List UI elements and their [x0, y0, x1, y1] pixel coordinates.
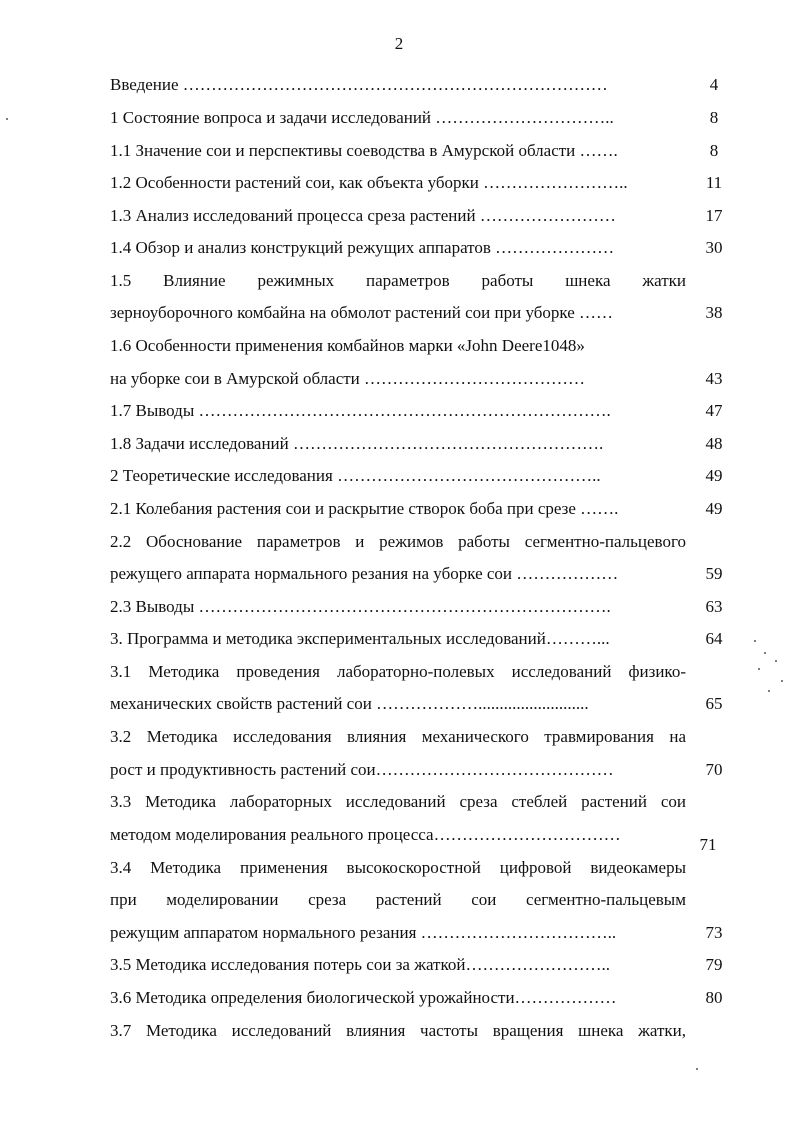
toc-page-number: 48: [705, 434, 723, 453]
toc-entry-text: 2.1 Колебания растения сои и раскрытие створок боба при срезе …….: [110, 499, 619, 518]
toc-entry-text: 1.5 Влияние режимных параметров работы шнека жатки: [110, 271, 686, 290]
toc-page-number: 11: [705, 173, 723, 192]
toc-entry-text: 3.4 Методика применения высокоскоростной цифровой видеокамеры: [110, 858, 686, 877]
toc-entry-text: 1.6 Особенности применения комбайнов марки «John Deere1048»: [110, 336, 585, 355]
toc-page-number: 79: [705, 955, 723, 974]
toc-entry-text: 3.6 Методика определения биологической урожайности………………: [110, 988, 617, 1007]
toc-entry-text: 3.2 Методика исследования влияния механического травмирования на: [110, 727, 686, 746]
toc-entry-text: 1.4 Обзор и анализ конструкций режущих аппаратов …………………: [110, 238, 615, 257]
toc-page-number: 38: [705, 303, 723, 322]
toc-page-number: 70: [705, 760, 723, 779]
toc-entry-text: 1.1 Значение сои и перспективы соеводства в Амурской области …….: [110, 141, 618, 160]
toc-entry-text: при моделировании среза растений сои сегментно-пальцевым: [110, 890, 686, 909]
toc-entry-text: режущим аппаратом нормального резания ……………………………..: [110, 923, 617, 942]
toc-entry-text: на уборке сои в Амурской области …………………………………: [110, 369, 586, 388]
toc-page-number: 65: [705, 694, 723, 713]
toc-entry-text: рост и продуктивность растений сои……………………………………: [110, 760, 614, 779]
scan-speck: [768, 690, 770, 692]
toc-entry-text: 1.7 Выводы ……………………………………………………………….: [110, 401, 611, 420]
toc-entry-text: 2.2 Обоснование параметров и режимов работы сегментно-пальцевого: [110, 532, 686, 551]
scan-speck: [696, 1068, 698, 1070]
toc-entry-text: режущего аппарата нормального резания на уборке сои ………………: [110, 564, 619, 583]
toc-entry-text: 1 Состояние вопроса и задачи исследований …………………………..: [110, 108, 614, 127]
scan-speck: [6, 118, 8, 120]
toc-page-number: 63: [705, 597, 723, 616]
toc-entry-text: 1.8 Задачи исследований ……………………………………………….: [110, 434, 604, 453]
toc-page-number: 49: [705, 499, 723, 518]
page-number: 2: [394, 34, 404, 53]
toc-entry-text: 3. Программа и методика экспериментальных исследований………...: [110, 629, 610, 648]
toc-entry-text: методом моделирования реального процесса……………………………: [110, 825, 621, 844]
toc-page-number: 43: [705, 369, 723, 388]
toc-entry-text: 1.2 Особенности растений сои, как объекта уборки ……………………..: [110, 173, 628, 192]
toc-page-number: 73: [705, 923, 723, 942]
toc-entry-text: 3.5 Методика исследования потерь сои за жаткой……………………..: [110, 955, 610, 974]
toc-page-number: 80: [705, 988, 723, 1007]
scan-speck: [775, 660, 777, 662]
toc-entry-text: 2 Теоретические исследования ………………………………………..: [110, 466, 601, 485]
scan-speck: [758, 668, 760, 670]
toc-entry-text: зерноуборочного комбайна на обмолот растений сои при уборке ……: [110, 303, 614, 322]
scan-speck: [781, 680, 783, 682]
toc-page-number: 8: [709, 141, 719, 160]
toc-page-number: 8: [709, 108, 719, 127]
toc-page-number: 17: [705, 206, 723, 225]
toc-entry-text: 1.3 Анализ исследований процесса среза растений ……………………: [110, 206, 616, 225]
scan-speck: [754, 640, 756, 642]
toc-entry-text: Введение …………………………………………………………………: [110, 75, 608, 94]
toc-page-number: 64: [705, 629, 723, 648]
toc-page-number: [692, 1018, 736, 1044]
toc-page-number: 30: [705, 238, 723, 257]
toc-entry-text: 3.3 Методика лабораторных исследований среза стеблей растений сои: [110, 792, 686, 811]
toc-entry-text: 3.7 Методика исследований влияния частоты вращения шнека жатки,: [110, 1021, 686, 1040]
scan-speck: [764, 652, 766, 654]
toc-page-number: 4: [709, 75, 719, 94]
toc-page-number: 49: [705, 466, 723, 485]
toc-entry-text: 3.1 Методика проведения лабораторно-полевых исследований физико-: [110, 662, 686, 681]
toc-entry-text: механических свойств растений сои ………………..........................: [110, 694, 589, 713]
toc-page-number: 71: [699, 835, 717, 854]
toc-page-number: 59: [705, 564, 723, 583]
toc-page-number: 47: [705, 401, 723, 420]
toc-entry-text: 2.3 Выводы ……………………………………………………………….: [110, 597, 611, 616]
